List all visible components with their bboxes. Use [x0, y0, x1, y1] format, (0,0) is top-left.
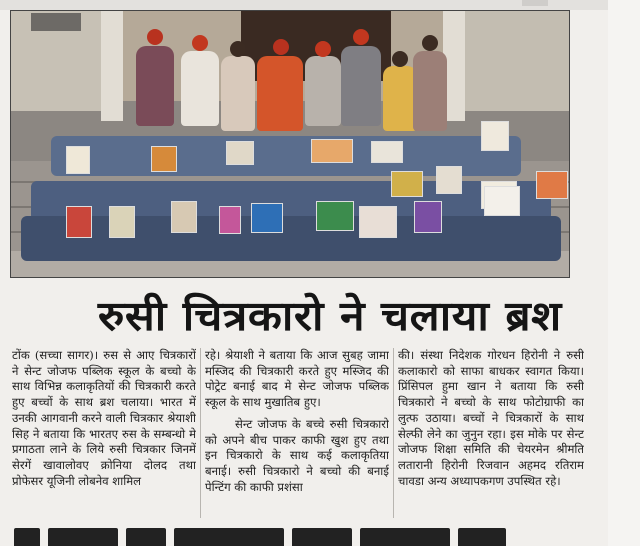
students-row [21, 216, 561, 261]
painting [391, 171, 423, 197]
column-divider [393, 348, 394, 518]
painting [536, 171, 568, 199]
adult-figure [181, 51, 219, 126]
adult-figure [413, 51, 447, 131]
painting [359, 206, 397, 238]
next-headline-fragment [14, 528, 574, 546]
adult-figure [257, 56, 303, 131]
painting [436, 166, 462, 194]
top-corner-tab [522, 0, 548, 6]
headline: रुसी चित्रकारो ने चलाया ब्रश [97, 292, 562, 340]
painting [316, 201, 354, 231]
painting [311, 139, 353, 163]
painting [371, 141, 403, 163]
adult-figure [383, 66, 417, 131]
article-paragraph: सेन्ट जोजफ के बच्चे रुसी चित्रकारो को अपने बीच पाकर काफी खुश हुए तथा इन चित्रकारो के साथ कई कलाकृतिया बनाई। रुसी चित्रकारो ने बच्चो की बनाई पेन्टिंग की काफी प्रशंसा [205, 416, 389, 494]
browser-top-strip [0, 0, 640, 10]
painting [109, 206, 135, 238]
article-column-1 [12, 348, 196, 520]
news-photo [10, 10, 570, 278]
painting [414, 201, 442, 233]
painting [66, 146, 90, 174]
adult-figure [305, 56, 341, 126]
painting [219, 206, 241, 234]
adult-figure [221, 56, 255, 131]
adult-figure [136, 46, 174, 126]
painting [484, 186, 520, 216]
page-right-margin [608, 0, 640, 546]
painting [66, 206, 92, 238]
article-column-3 [398, 348, 584, 520]
adult-figure [341, 46, 381, 126]
article-paragraph: की। संस्था निदेशक गोरधन हिरोनी ने रुसी कलाकारो को साफा बाधकर स्वागत किया। प्रिंसिपल हुमा खान ने बताया कि रुसी चित्रकारो ने बच्चो के साथ फोटोग्राफी का लुत्फ उठाया। बच्चों ने चित्रकारों के साथ सेल्फी लेने का जुनुन रहा। इस मोके पर सेन्ट जोजफ शिक्षा समिति की चेयरमेन श्रीमति लतारानी हिरोनी रिजवान अहमद रतिराम चावडा अन्य अध्यापकगण उपस्थित रहे। [398, 348, 584, 488]
column-divider [200, 348, 201, 518]
article-paragraph: रहे। श्रेयाशी ने बताया कि आज सुबह जामा मस्जिद की चित्रकारी करते हुए मस्जिद की पोट्रेट बनाई बाद मे सेन्ट जोजफ पब्लिक स्कूल के साथ मुखातिब हुए। [205, 348, 389, 410]
painting [151, 146, 177, 172]
article-paragraph: टोंक (सच्चा सागर)। रुस से आए चित्रकारों ने सेन्ट जोजफ पब्लिक स्कूल के बच्चो के साथ विभिन्न कलाकृतियों की चित्रकारी करते हुए बच्चों के साथ ब्रश चलाया। भारत में उनकी आगवानी करने वाली चित्रकार श्रेयाशी सिह ने बताया कि भारतए रुस के सम्बन्धो मे प्रगाठता लाने के लिये रुसी चित्रकार जिनमें सेरगें खावालोवए क्रोनिया दोलद तथा प्रोफेसर यूजिनी लोबनेव शामिल [12, 348, 196, 488]
painting [251, 203, 283, 233]
article-body [12, 348, 602, 520]
painting [226, 141, 254, 165]
painting [171, 201, 197, 233]
painting [481, 121, 509, 151]
article-column-2 [205, 348, 389, 520]
